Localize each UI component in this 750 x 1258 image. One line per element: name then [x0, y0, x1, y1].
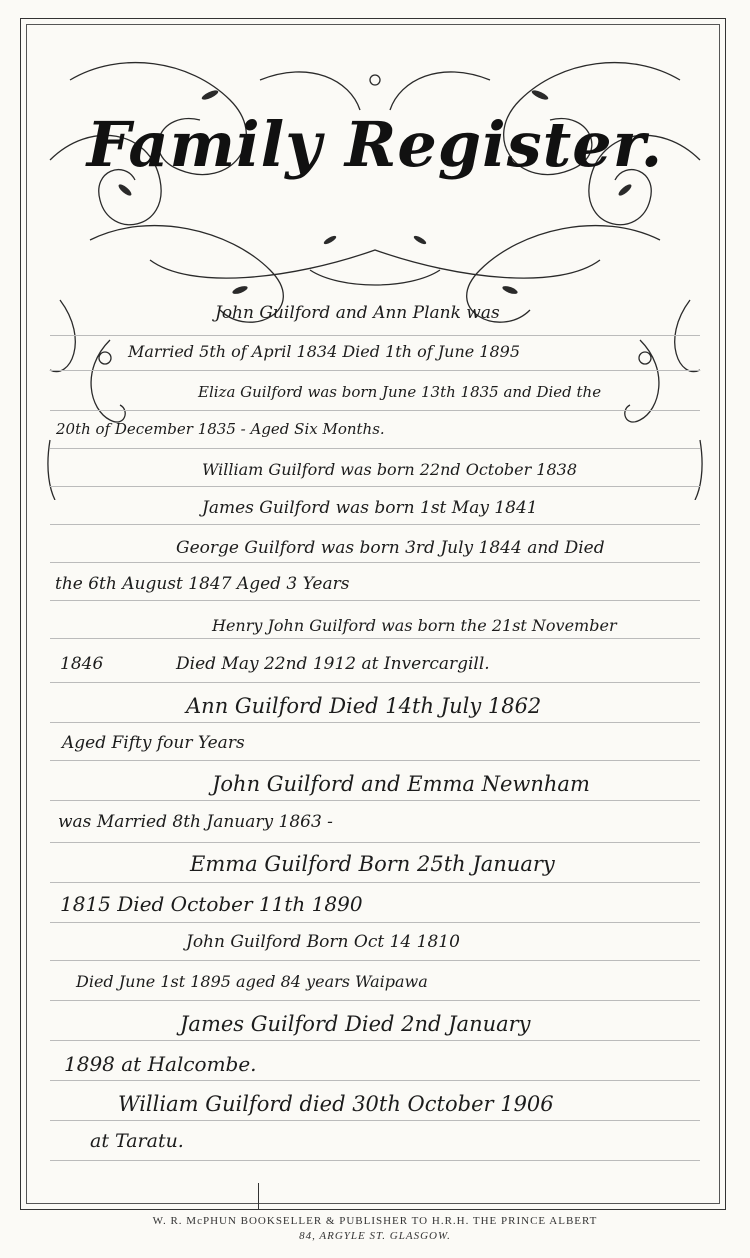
entry-line: Emma Guilford Born 25th January	[190, 852, 555, 876]
ruled-line	[50, 722, 700, 723]
ruled-line	[50, 448, 700, 449]
ruled-line	[50, 524, 700, 525]
entry-line: William Guilford was born 22nd October 1838	[202, 460, 578, 479]
entry-line: 1815 Died October 11th 1890	[60, 892, 363, 916]
entry-line: Aged Fifty four Years	[62, 733, 245, 753]
ruled-line	[50, 922, 700, 923]
ruled-line	[50, 486, 700, 487]
entry-line: John Guilford Born Oct 14 1810	[186, 932, 460, 952]
ruled-line	[50, 842, 700, 843]
ruled-line	[50, 410, 700, 411]
entry-line: the 6th August 1847 Aged 3 Years	[55, 574, 350, 594]
entry-line: William Guilford died 30th October 1906	[118, 1092, 554, 1116]
entry-line: was Married 8th January 1863 -	[58, 812, 333, 832]
ruled-line	[50, 1160, 700, 1161]
entry-line: James Guilford Died 2nd January	[180, 1012, 531, 1036]
pen-mark	[258, 1183, 259, 1209]
entry-line: 20th of December 1835 - Aged Six Months.	[56, 420, 385, 438]
ruled-line	[50, 682, 700, 683]
entry-line: James Guilford was born 1st May 1841	[202, 498, 538, 518]
ruled-line	[50, 1040, 700, 1041]
ruled-line	[50, 1080, 700, 1081]
ruled-line	[50, 370, 700, 371]
entry-line: at Taratu.	[90, 1130, 184, 1152]
ruled-line	[50, 800, 700, 801]
ruled-line	[50, 882, 700, 883]
entry-line: Henry John Guilford was born the 21st November	[212, 616, 617, 635]
page-title: Family Register.	[86, 108, 664, 181]
entry-line: 1846	[60, 654, 104, 674]
entry-line: Married 5th of April 1834 Died 1th of June 1895	[128, 342, 521, 361]
ruled-line	[50, 562, 700, 563]
ruled-line	[50, 1120, 700, 1121]
entry-line: Eliza Guilford was born June 13th 1835 and Died the	[198, 383, 602, 401]
ruled-line	[50, 960, 700, 961]
publisher-line: W. R. McPHUN BOOKSELLER & PUBLISHER TO H.R.H. THE PRINCE ALBERT	[152, 1215, 598, 1227]
ruled-line	[50, 600, 700, 601]
entry-line: Ann Guilford Died 14th July 1862	[186, 694, 542, 718]
entry-line: 1898 at Halcombe.	[64, 1052, 257, 1076]
entry-line: Died May 22nd 1912 at Invercargill.	[176, 654, 490, 674]
publisher-address: 84, ARGYLE ST. GLASGOW.	[299, 1230, 451, 1242]
ruled-line	[50, 760, 700, 761]
entry-line: George Guilford was born 3rd July 1844 and Died	[176, 538, 605, 558]
entry-line: Died June 1st 1895 aged 84 years Waipawa	[76, 972, 428, 991]
entry-line: John Guilford and Ann Plank was	[215, 303, 500, 323]
entry-line: John Guilford and Emma Newnham	[212, 772, 590, 796]
ruled-line	[50, 1000, 700, 1001]
ruled-line	[50, 638, 700, 639]
ruled-line	[50, 335, 700, 336]
